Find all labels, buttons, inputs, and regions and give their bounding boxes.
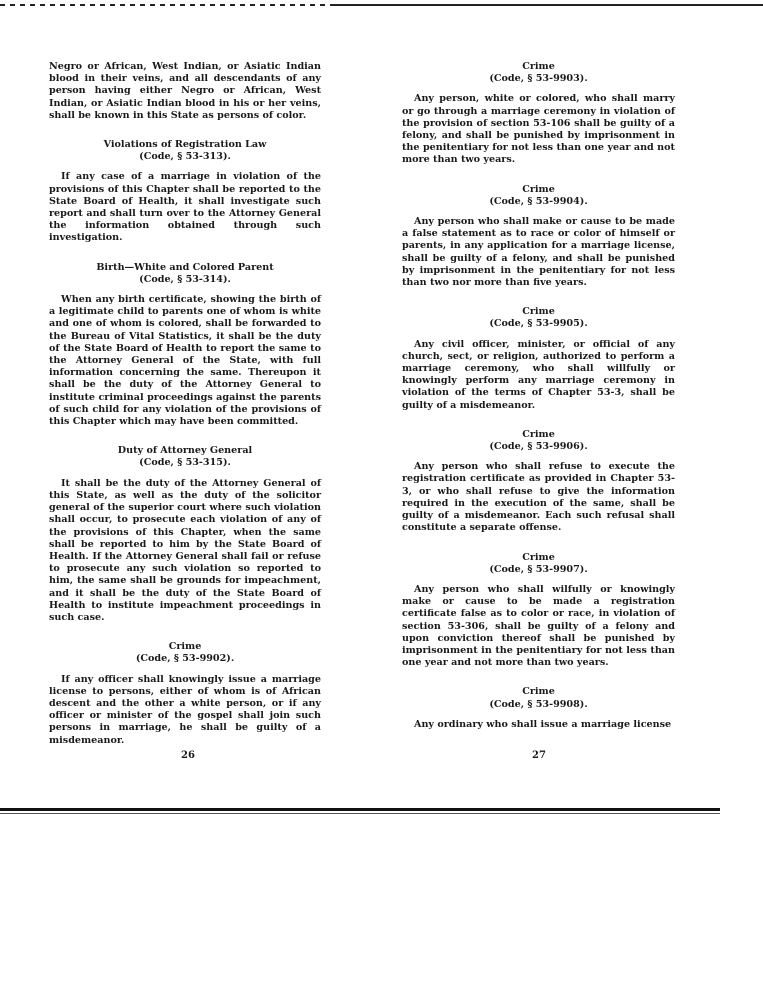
left-intro-paragraph: Negro or African, West Indian, or Asiatic Indian blood in their veins, and all descendants of any person having either Negro or African, West Indian, or Asiatic Indian blood in his or her veins, shall be known in this State as persons of color. bbox=[49, 61, 321, 121]
section-code: (Code, § 53-314). bbox=[139, 273, 231, 285]
section-code: (Code, § 53-315). bbox=[139, 457, 231, 469]
section-code: (Code, § 53-9905). bbox=[489, 318, 588, 330]
section-text: If any case of a marriage in violation of the provisions of this Chapter shall be reported to the State Board of Health, it shall investigate such report and shall turn over to the Attorney General the information obtained through such investigation. bbox=[49, 171, 321, 244]
section-text: When any birth certificate, showing the birth of a legitimate child to parents one of whom is white and one of whom is colored, shall be forwarded to the Bureau of Vital Statistics, it shall be the duty of the State Board of Health to report the same to the Attorney General of the State, with full information concerning the same. Thereupon it shall be the duty of the Attorney General to institute criminal proceedings against the parents of such child for any violation of the provisions of this Chapter which may have been committed. bbox=[49, 294, 321, 428]
bottom-border-rule-thin bbox=[0, 813, 720, 814]
section-heading: Crime bbox=[522, 183, 555, 195]
left-page-column bbox=[49, 61, 321, 747]
section-text: Any person who shall refuse to execute the registration certificate as provided in Chapter 53-3, or who shall refuse to give the information required in the execution of the same, shall be guilty of a misdemeanor. Each such refusal shall constitute a separate offense. bbox=[402, 461, 675, 534]
section-code: (Code, § 53-9906). bbox=[489, 441, 588, 453]
right-page-number: 27 bbox=[532, 750, 546, 761]
section-code: (Code, § 53-9908). bbox=[489, 698, 588, 710]
section-code: (Code, § 53-9902). bbox=[135, 653, 235, 665]
section-text: Any person who shall make or cause to be made a false statement as to race or color of himself or parents, in any application for a marriage license, shall be guilty of a felony, and shall be punished by imprisonment in the penitentiary for not less than two nor more than five years. bbox=[402, 216, 675, 289]
section-heading: Crime bbox=[522, 61, 555, 72]
section-code: (Code, § 53-9903). bbox=[489, 73, 588, 85]
section-heading: Crime bbox=[522, 686, 555, 698]
right-page-column bbox=[402, 61, 675, 731]
left-page-number: 26 bbox=[181, 750, 195, 761]
section-heading: Crime bbox=[522, 428, 555, 440]
section-text: Any ordinary who shall issue a marriage license bbox=[414, 718, 672, 730]
section-code: (Code, § 53-313). bbox=[139, 151, 231, 163]
section-text: If any officer shall knowingly issue a marriage license to persons, either of whom is of African descent and the other a white person, or if any officer or minister of the gospel shall join such persons in marriage, he shall be guilty of a misdemeanor. bbox=[49, 673, 321, 746]
section-code: (Code, § 53-9907). bbox=[489, 563, 588, 575]
section-heading: Birth—White and Colored Parent bbox=[96, 261, 274, 273]
top-border-rule-solid bbox=[330, 4, 763, 6]
section-code: (Code, § 53-9904). bbox=[489, 195, 588, 207]
section-text: Any person who shall wilfully or knowingly make or cause to be made a registration certificate false as to color or race, in violation of section 53-306, shall be guilty of a felony and upon conviction thereof shall be punished by imprisonment in the penitentiary for not less than one year and not more than two years. bbox=[402, 583, 675, 669]
section-text: Any person, white or colored, who shall marry or go through a marriage ceremony in violation of the provision of section 53-106 shall be guilty of a felony, and shall be punished by imprisonment in the penitentiary for not less than one year and not more than two years. bbox=[402, 93, 675, 166]
section-heading: Crime bbox=[522, 551, 555, 563]
section-heading: Crime bbox=[522, 306, 555, 318]
bottom-border-rule bbox=[0, 808, 720, 811]
section-heading: Crime bbox=[168, 641, 202, 653]
section-text: Any civil officer, minister, or official of any church, sect, or religion, authorized to perform a marriage ceremony, who shall willfully or knowingly perform any marriage ceremony in violation of the terms of Chapter 53-3, shall be guilty of a misdemeanor. bbox=[402, 338, 675, 411]
section-heading: Violations of Registration Law bbox=[103, 139, 267, 151]
section-text: It shall be the duty of the Attorney General of this State, as well as the duty of the solicitor general of the superior court where such violation shall occur, to prosecute each violation of any of the provisions of this Chapter, when the same shall be reported to him by the State Board of Health. If the Attorney General shall fail or refuse to prosecute any such violation so reported to him, the same shall be grounds for impeachment, and it shall be the duty of the State Board of Health to institute impeachment proceedings in such case. bbox=[49, 477, 321, 623]
section-heading: Duty of Attorney General bbox=[117, 445, 253, 457]
